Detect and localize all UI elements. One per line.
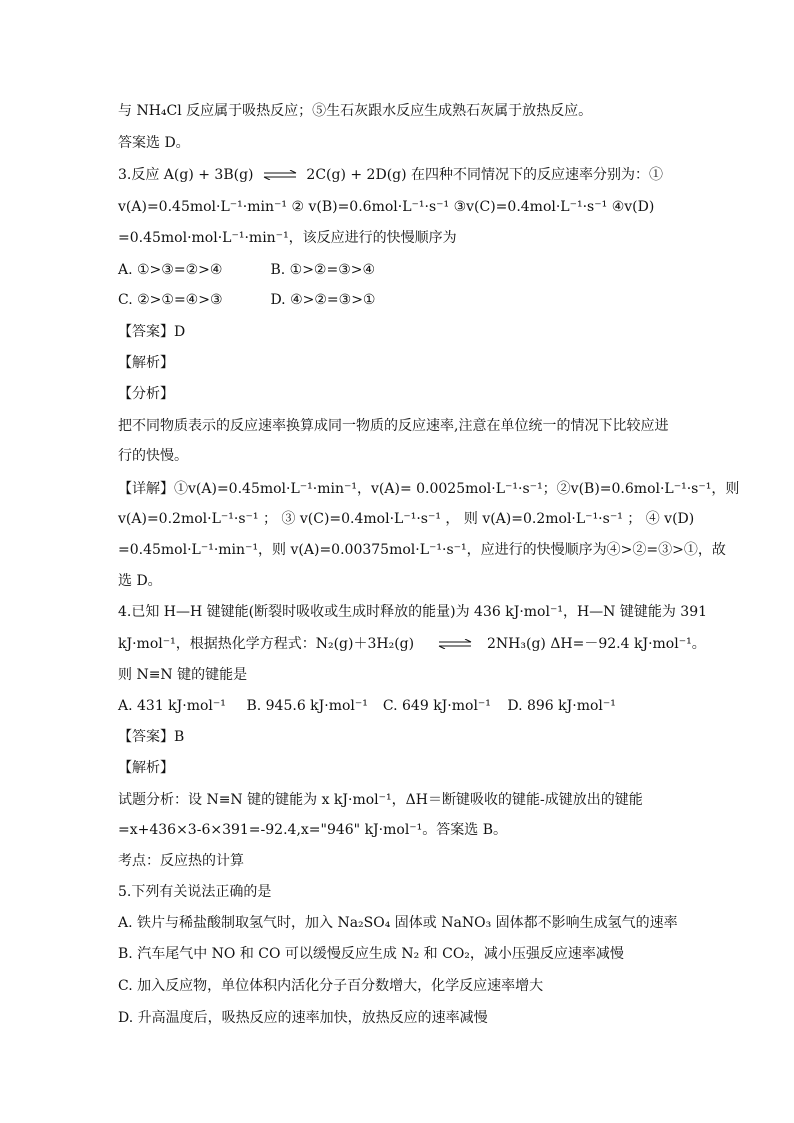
- text-line: =0.45mol·mol·L⁻¹·min⁻¹，该反应进行的快慢顺序为: [118, 230, 457, 246]
- option-d: D. 升高温度后，吸热反应的速率加快，放热反应的速率减慢: [118, 1010, 488, 1026]
- text-line: 把不同物质表示的反应速率换算成同一物质的反应速率,注意在单位统一的情况下比较应进: [118, 418, 669, 434]
- text-line: 考点：反应热的计算: [118, 853, 244, 869]
- analysis-heading: 【分析】: [118, 386, 174, 402]
- option-d: D. 896 kJ·mol⁻¹: [507, 698, 616, 714]
- equation-right: 2C(g) + 2D(g) 在四种不同情况下的反应速率分别为：①: [306, 167, 664, 183]
- equilibrium-arrow-icon: [262, 170, 298, 180]
- question-5-stem: 5.下列有关说法正确的是: [118, 884, 272, 900]
- text-line: 与 NH₄Cl 反应属于吸热反应；⑤生石灰跟水反应生成熟石灰属于放热反应。: [118, 103, 593, 119]
- text-line: 行的快慢。: [118, 448, 188, 464]
- text-line: v(A)=0.45mol·L⁻¹·min⁻¹ ② v(B)=0.6mol·L⁻¹·s⁻¹ ③v(C)=0.4mol·L⁻¹·s⁻¹ ④v(D): [118, 199, 655, 215]
- text-line: 则 N≡N 键的键能是: [118, 667, 248, 683]
- answer-label: 【答案】D: [118, 324, 186, 340]
- options-row: [118, 290, 688, 310]
- text-line: =0.45mol·L⁻¹·min⁻¹，则 v(A)=0.00375mol·L⁻¹·s⁻¹，应进行的快慢顺序为④>②=③>①，故: [118, 542, 726, 558]
- text-line: v(A)=0.2mol·L⁻¹·s⁻¹ ； ③ v(C)=0.4mol·L⁻¹·s⁻¹ ， 则 v(A)=0.2mol·L⁻¹·s⁻¹ ； ④ v(D): [118, 511, 695, 527]
- options-row: [118, 696, 688, 716]
- text-line: 【详解】①v(A)=0.45mol·L⁻¹·min⁻¹，v(A)= 0.0025mol·L⁻¹·s⁻¹；②v(B)=0.6mol·L⁻¹·s⁻¹，则: [118, 481, 740, 497]
- option-c: C. 加入反应物，单位体积内活化分子百分数增大，化学反应速率增大: [118, 978, 544, 994]
- question-4-stem: 4.已知 H—H 键键能(断裂时吸收或生成时释放的能量)为 436 kJ·mol⁻¹，H—N 键键能为 391: [118, 604, 708, 620]
- option-c: C. ②>①=④>③: [118, 292, 223, 308]
- text-line: 答案选 D。: [118, 135, 190, 151]
- analysis-label: 【解析】: [118, 355, 174, 371]
- equation-left: kJ·mol⁻¹，根据热化学方程式：N₂(g)＋3H₂(g): [118, 636, 415, 652]
- analysis-label: 【解析】: [118, 760, 174, 776]
- text-line: [118, 634, 706, 654]
- options-row: [118, 260, 688, 280]
- equilibrium-arrow-icon: [437, 639, 473, 649]
- option-a: A. 431 kJ·mol⁻¹: [118, 698, 226, 714]
- option-a: A. ①>③=②>④: [118, 262, 223, 278]
- text-line: 试题分析：设 N≡N 键的键能为 x kJ·mol⁻¹，ΔH＝断键吸收的键能-成键放出的键能: [118, 792, 643, 808]
- option-b: B. 汽车尾气中 NO 和 CO 可以缓慢反应生成 N₂ 和 CO₂，减小压强反应速率减慢: [118, 946, 624, 962]
- equation-right: 2NH₃(g) ΔH=－92.4 kJ·mol⁻¹。: [487, 636, 706, 652]
- text-line: =x+436×3-6×391=-92.4,x="946" kJ·mol⁻¹。答案选 B。: [118, 822, 508, 838]
- option-d: D. ④>②=③>①: [270, 292, 376, 308]
- option-b: B. 945.6 kJ·mol⁻¹: [246, 698, 368, 714]
- option-b: B. ①>②=③>④: [270, 262, 376, 278]
- equation-left: 3.反应 A(g) + 3B(g): [118, 167, 254, 183]
- text-line: 选 D。: [118, 573, 162, 589]
- option-c: C. 649 kJ·mol⁻¹: [382, 698, 491, 714]
- option-a: A. 铁片与稀盐酸制取氢气时，加入 Na₂SO₄ 固体或 NaNO₃ 固体都不影响生成氢气的速率: [118, 915, 678, 931]
- question-3-stem: [118, 165, 688, 185]
- answer-label: 【答案】B: [118, 729, 185, 745]
